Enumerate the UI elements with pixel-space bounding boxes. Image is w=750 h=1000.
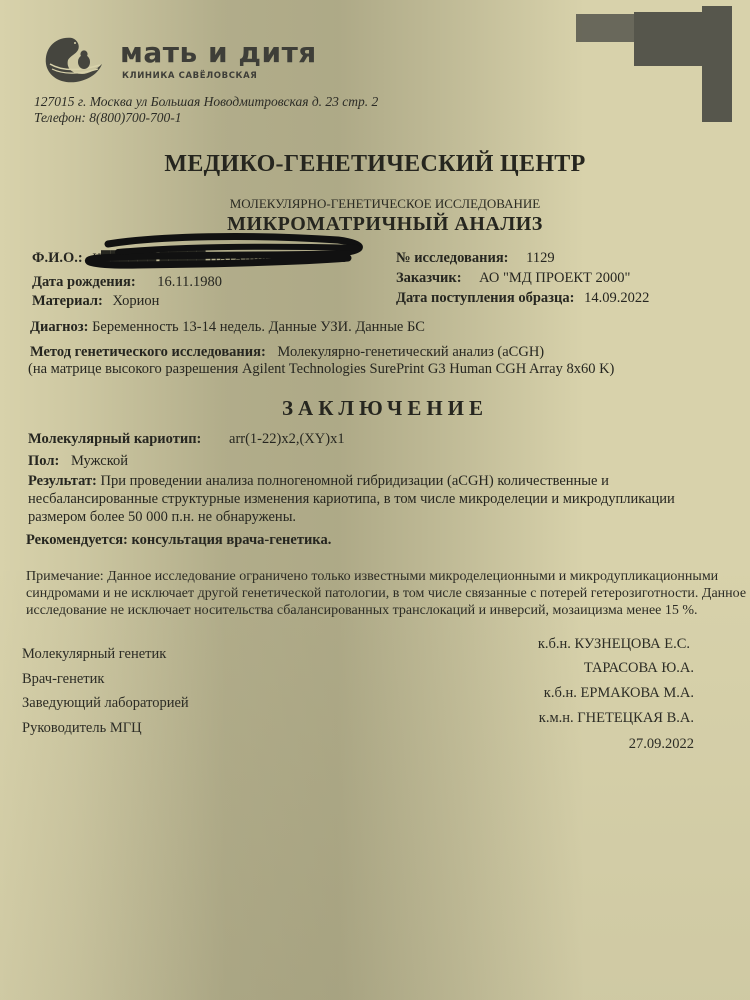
note-line-3: исследование не исключает носительства сбалансированных транслокаций и инверсий, мозаицизма менее 15 %. xyxy=(26,603,698,618)
conclusion-title: ЗАКЛЮЧЕНИЕ xyxy=(281,396,489,420)
mother-and-child-logo-icon xyxy=(42,34,104,84)
center-title: МЕДИКО-ГЕНЕТИЧЕСКИЙ ЦЕНТР xyxy=(164,151,586,177)
diagnosis-label: Диагноз: xyxy=(30,319,89,335)
note-line-1: Примечание: Данное исследование ограничено только известными микроделеционными и микродупликационными xyxy=(26,569,719,584)
method-label: Метод генетического исследования: xyxy=(30,344,266,360)
result-block xyxy=(28,472,748,526)
redaction-scribble xyxy=(78,232,378,272)
brand-subtitle: КЛИНИКА САВЁЛОВСКАЯ xyxy=(122,71,258,81)
signature-role-geneticist: Врач-генетик xyxy=(22,671,105,687)
birth-date-value: 16.11.1980 xyxy=(157,274,222,290)
signature-name-kuznetsova: к.б.н. КУЗНЕЦОВА Е.С. xyxy=(537,636,690,652)
result-line-2: несбалансированные структурные изменения кариотипа, в том числе микроделеции и микродупликации xyxy=(28,491,675,507)
method-detail: (на матрице высокого разрешения Agilent Technologies SurePrint G3 Human CGH Array 8x60 K) xyxy=(28,361,615,377)
qr-code-fragment xyxy=(576,4,732,122)
customer-value: АО "МД ПРОЕКТ 2000" xyxy=(479,270,631,286)
patient-name-value: К██████ █████ НАТАЛЬЯ СЕРГЕЕВНА xyxy=(92,250,346,265)
material-label: Материал: xyxy=(32,293,103,309)
sex-row xyxy=(28,453,128,470)
study-number-value: 1129 xyxy=(526,250,555,266)
signature-name-gnetetskaya: к.м.н. ГНЕТЕЦКАЯ В.А. xyxy=(538,710,694,726)
birth-date-row xyxy=(32,274,222,291)
clinic-address: 127015 г. Москва ул Большая Новодмитровская д. 23 стр. 2 xyxy=(34,94,379,109)
material-row xyxy=(32,293,159,310)
karyotype-value: arr(1-22)x2,(XY)x1 xyxy=(229,431,345,447)
sample-received-value: 14.09.2022 xyxy=(584,290,650,306)
clinic-address-block xyxy=(34,94,378,126)
diagnosis-row xyxy=(30,319,425,336)
result-label: Результат: xyxy=(28,473,97,489)
note-line-2: синдромами и не исключает другой генетической патологии, в том числе связанные с потерей гетерозиготности. Данное xyxy=(26,586,747,601)
clinic-phone: Телефон: 8(800)700-700-1 xyxy=(34,110,182,125)
sex-label: Пол: xyxy=(28,453,60,469)
study-number-row xyxy=(396,250,555,267)
patient-name-label: Ф.И.О.: xyxy=(32,250,83,266)
signature-role-molecular-geneticist: Молекулярный генетик xyxy=(22,646,167,662)
method-row xyxy=(30,344,544,361)
study-number-label: № исследования: xyxy=(396,250,509,266)
karyotype-row xyxy=(28,431,345,448)
material-value: Хорион xyxy=(112,293,160,309)
customer-row xyxy=(396,270,630,287)
note-block xyxy=(26,568,750,619)
method-value: Молекулярно-генетический анализ (aCGH) xyxy=(277,344,545,360)
sample-received-row xyxy=(396,290,649,307)
karyotype-label: Молекулярный кариотип: xyxy=(28,431,202,447)
study-type-title: МОЛЕКУЛЯРНО-ГЕНЕТИЧЕСКОЕ ИССЛЕДОВАНИЕ xyxy=(229,196,541,211)
result-line-1: При проведении анализа полногеномной гибридизации (aCGH) количественные и xyxy=(100,473,609,489)
analysis-title: МИКРОМАТРИЧНЫЙ АНАЛИЗ xyxy=(227,213,543,235)
brand-name: мать и дитя xyxy=(120,36,317,69)
recommendation: Рекомендуется: консультация врача-генетика. xyxy=(26,532,332,548)
signature-name-tarasova: ТАРАСОВА Ю.А. xyxy=(583,660,694,676)
signature-role-lab-head: Заведующий лабораторией xyxy=(22,695,189,711)
signature-name-ermakova: к.б.н. ЕРМАКОВА М.А. xyxy=(543,685,694,701)
customer-label: Заказчик: xyxy=(396,270,462,286)
report-date: 27.09.2022 xyxy=(628,736,694,752)
sex-value: Мужской xyxy=(70,453,129,469)
sample-received-label: Дата поступления образца: xyxy=(396,290,575,306)
signature-role-center-head: Руководитель МГЦ xyxy=(22,720,142,736)
birth-date-label: Дата рождения: xyxy=(32,274,136,290)
result-line-3: размером более 50 000 п.н. не обнаружены. xyxy=(28,509,297,525)
diagnosis-value: Беременность 13-14 недель. Данные УЗИ. Данные БС xyxy=(92,319,425,335)
